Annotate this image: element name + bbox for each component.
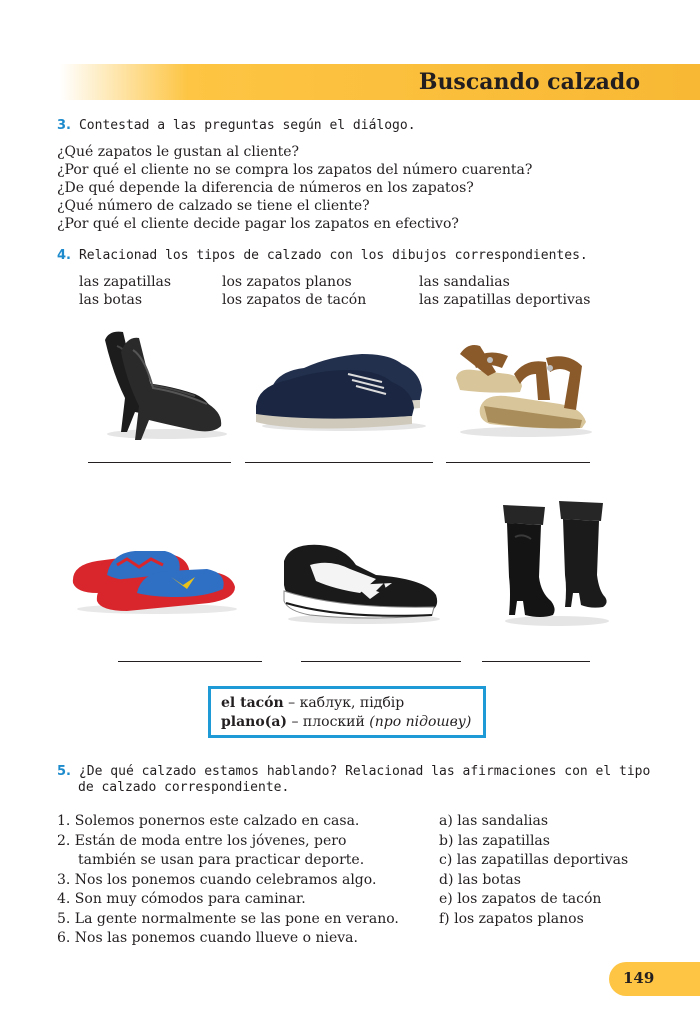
exercise-5-instruction-cont: de calzado correspondiente. [78,780,290,795]
page-number: 149 [623,969,655,987]
glossary-box [208,686,486,738]
exercise-5-options [439,812,628,929]
exercise-3-instruction: Contestad a las preguntas según el diálogo. [78,118,416,133]
statement: 4. Son muy cómodos para caminar. [57,891,306,907]
answer-line[interactable] [118,661,262,662]
statement: 2. Están de moda entre los jóvenes, pero [57,832,347,849]
question: ¿Por qué el cliente decide pagar los zapatos en efectivo? [57,216,459,232]
exercise-5-number: 5. [57,764,71,779]
statement: 1. Solemos ponernos este calzado en casa. [57,813,360,829]
exercise-5-instruction: ¿De qué calzado estamos hablando? Relacionad las afirmaciones con el tipo [78,764,651,779]
glossary-term: plano(a) [221,714,288,730]
option: b) las zapatillas [439,832,550,849]
title-banner [60,64,700,100]
exercise-4-instruction: Relacionad los tipos de calzado con los dibujos correspondientes. [78,248,588,263]
vocab-item: las sandalias [419,274,510,290]
exercise-5-statements [57,812,399,949]
flat-lace-up-shoes-image [252,338,432,433]
high-heel-pumps-image [95,322,235,442]
page-title: Buscando calzado [418,69,640,95]
question: ¿De qué depende la diferencia de números en los zapatos? [57,180,474,196]
exercise-3-questions [57,143,532,233]
statement: 5. La gente normalmente se las pone en verano. [57,910,399,927]
exercise-4-heading [57,248,588,264]
vocab-item: las botas [79,292,143,308]
sandals-image [450,328,600,438]
exercise-5-heading-cont [78,780,289,796]
glossary-note: (про підошву) [369,714,472,730]
statement-cont: también se usan para practicar deporte. [78,852,365,868]
slippers-image [67,535,242,615]
page-number-tab [609,962,700,996]
answer-line[interactable] [301,661,461,662]
vocab-column-1 [79,273,171,309]
boots-image [495,497,615,627]
vocab-item: los zapatos planos [222,274,352,290]
option: a) las sandalias [439,813,549,829]
glossary-term: el tacón [221,695,284,711]
sneakers-image [280,535,445,625]
exercise-3-number: 3. [57,118,71,133]
answer-line[interactable] [446,462,590,463]
statement: 6. Nos las ponemos cuando llueve o nieva. [57,930,358,946]
statement: 3. Nos los ponemos cuando celebramos algo. [57,871,377,888]
vocab-item: las zapatillas deportivas [419,292,591,308]
glossary-entry-2 [221,713,483,732]
vocab-column-3 [419,273,590,309]
glossary-definition: – плоский [287,714,370,730]
question: ¿Por qué el cliente no se compra los zapatos del número cuarenta? [57,162,533,178]
glossary-definition: – каблук, підбір [283,695,405,711]
glossary-entry-1 [221,694,483,713]
vocab-item: las zapatillas [79,274,172,290]
exercise-5-heading [57,764,650,780]
exercise-4-number: 4. [57,248,71,263]
option: c) las zapatillas deportivas [439,852,629,868]
answer-line[interactable] [245,462,433,463]
answer-line[interactable] [482,661,590,662]
option: d) las botas [439,871,521,888]
option: f) los zapatos planos [439,910,584,927]
exercise-3-heading [57,118,416,134]
question: ¿Qué número de calzado se tiene el cliente? [57,198,370,214]
question: ¿Qué zapatos le gustan al cliente? [57,144,300,160]
answer-line[interactable] [88,462,231,463]
vocab-item: los zapatos de tacón [222,292,367,308]
vocab-column-2 [222,273,366,309]
option: e) los zapatos de tacón [439,891,602,907]
